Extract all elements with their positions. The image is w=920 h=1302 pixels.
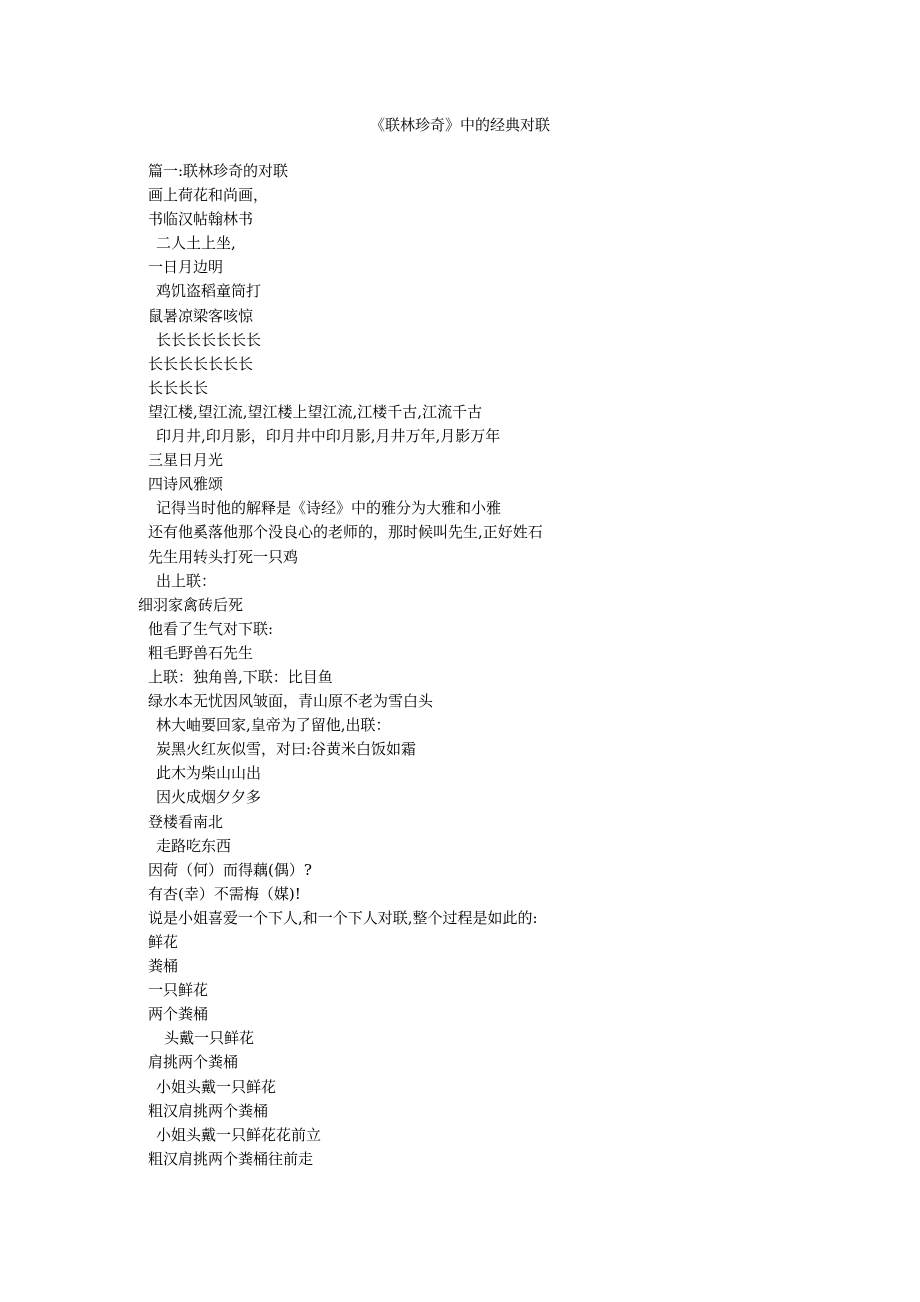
text-line: 四诗风雅颂 bbox=[148, 475, 224, 494]
text-line: 粗汉肩挑两个粪桶往前走 bbox=[148, 1149, 314, 1168]
text-line: 登楼看南北 bbox=[148, 812, 224, 831]
text-line: 两个粪桶 bbox=[148, 1005, 209, 1024]
text-line: 还有他奚落他那个没良心的老师的，那时候叫先生,正好姓石 bbox=[148, 523, 543, 542]
text-line: 林大岫要回家,皇帝为了留他,出联： bbox=[156, 716, 391, 735]
text-line: 粗毛野兽石先生 bbox=[148, 643, 254, 662]
text-line: 先生用转头打死一只鸡 bbox=[148, 547, 299, 566]
text-line: 粪桶 bbox=[148, 957, 179, 976]
text-line: 一日月边明 bbox=[148, 258, 224, 277]
text-line: 出上联： bbox=[156, 571, 217, 590]
text-line: 记得当时他的解释是《诗经》中的雅分为大雅和小雅 bbox=[156, 499, 502, 518]
text-line: 鼠暑凉梁客咳惊 bbox=[148, 306, 254, 325]
text-line: 有杏(幸）不需梅（媒)! bbox=[148, 884, 301, 903]
text-line: 长长长长 bbox=[148, 378, 209, 397]
text-line: 因火成烟夕夕多 bbox=[156, 788, 262, 807]
text-line: 小姐头戴一只鲜花 bbox=[156, 1077, 277, 1096]
text-line: 小姐头戴一只鲜花花前立 bbox=[156, 1125, 322, 1144]
text-line: 长长长长长长长 bbox=[156, 330, 262, 349]
text-line: 炭黑火红灰似雪，对曰:谷黄米白饭如霜 bbox=[156, 740, 417, 759]
text-line: 三星日月光 bbox=[148, 451, 224, 470]
text-line: 篇一:联林珍奇的对联 bbox=[148, 162, 289, 180]
text-line: 因荷（何）而得藕(偶）? bbox=[148, 860, 312, 879]
text-line: 细羽家禽砖后死 bbox=[138, 595, 244, 614]
text-line: 画上荷花和尚画， bbox=[148, 186, 269, 205]
document-body bbox=[0, 159, 920, 1171]
text-line: 说是小姐喜爱一个下人,和一个下人对联,整个过程是如此的: bbox=[148, 908, 538, 927]
text-line: 一只鲜花 bbox=[148, 981, 209, 1000]
text-line: 长长长长长长长 bbox=[148, 354, 254, 373]
text-line: 肩挑两个粪桶 bbox=[148, 1053, 239, 1072]
text-line: 粗汉肩挑两个粪桶 bbox=[148, 1101, 269, 1120]
text-line: 上联：独角兽,下联：比目鱼 bbox=[148, 667, 333, 686]
text-line: 鲜花 bbox=[148, 933, 179, 951]
text-line: 书临汉帖翰林书 bbox=[148, 210, 254, 229]
text-line: 鸡饥盗稻童筒打 bbox=[156, 282, 262, 301]
text-line: 他看了生气对下联: bbox=[148, 619, 274, 638]
document-title: 《联林珍奇》中的经典对联 bbox=[369, 116, 550, 134]
text-line: 印月井,印月影，印月井中印月影,月井万年,月影万年 bbox=[156, 427, 501, 446]
text-line: 绿水本无忧因风皱面，青山原不老为雪白头 bbox=[148, 692, 434, 711]
text-line: 此木为柴山山出 bbox=[156, 764, 262, 783]
text-line: 头戴一只鲜花 bbox=[164, 1029, 255, 1048]
text-line: 二人土上坐, bbox=[156, 234, 236, 253]
text-line: 望江楼,望江流,望江楼上望江流,江楼千古,江流千古 bbox=[148, 402, 483, 421]
text-line: 走路吃东西 bbox=[156, 836, 232, 855]
